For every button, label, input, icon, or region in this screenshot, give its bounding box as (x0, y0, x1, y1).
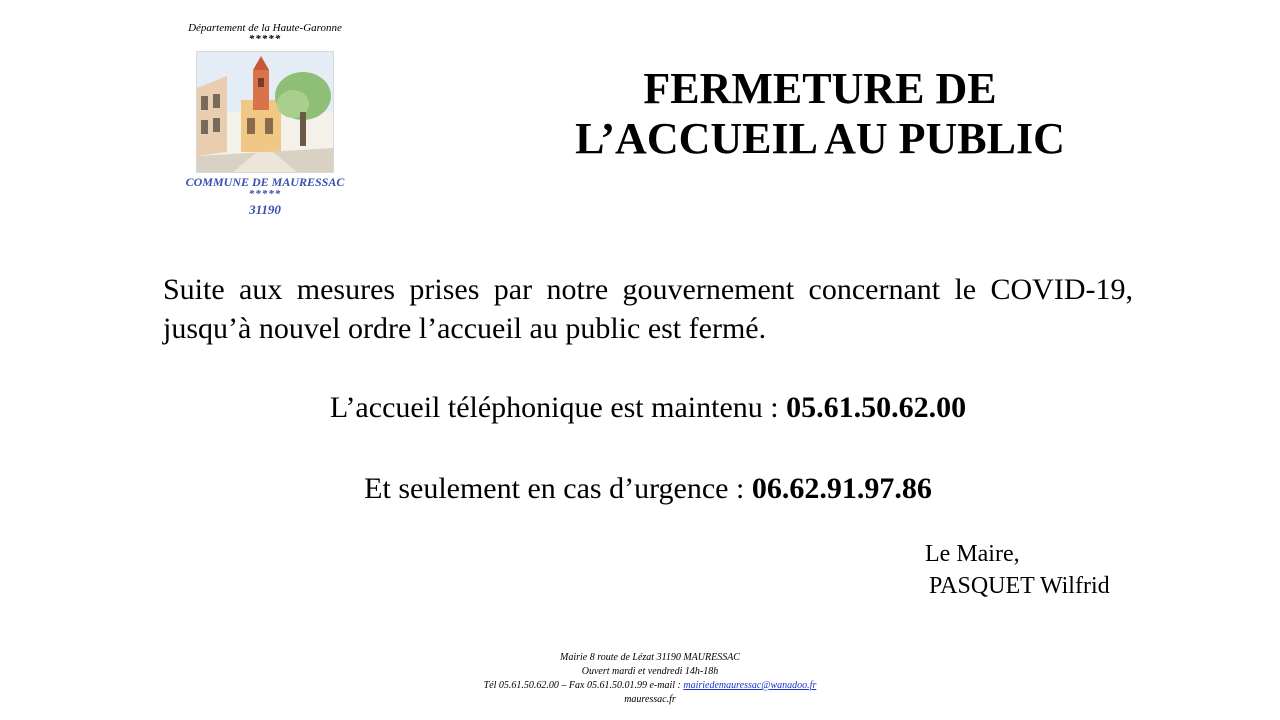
header-stars-top: ***** (248, 33, 282, 45)
signature-block (925, 538, 1110, 602)
urgent-number: 06.62.91.97.86 (751, 472, 932, 505)
urgent-phone-line (163, 471, 1133, 507)
phone-number: 05.61.50.62.00 (786, 391, 967, 424)
commune-name: COMMUNE DE MAURESSAC (185, 175, 345, 189)
title-line-1: FERMETURE DE (643, 64, 997, 113)
title-line-2: L’ACCUEIL AU PUBLIC (575, 114, 1065, 163)
footer-contact (340, 679, 960, 693)
phone-label: L’accueil téléphonique est maintenu : (329, 391, 787, 424)
postcode: 31190 (249, 202, 281, 217)
signature-title: Le Maire, (925, 541, 1020, 567)
footer-address: Mairie 8 route de Lézat 31190 MAURESSAC (560, 652, 740, 663)
closure-notice: Suite aux mesures prises par notre gouvernement concernant le COVID-19, jusqu’à nouvel ordre l’accueil au public est fermé. (163, 273, 1133, 345)
footer-website: mauressac.fr (624, 694, 676, 705)
urgent-label: Et seulement en cas d’urgence : (364, 472, 752, 505)
municipal-header (170, 22, 360, 219)
signature-name: PASQUET Wilfrid (929, 573, 1110, 599)
footer (340, 651, 960, 707)
village-illustration (196, 51, 334, 173)
header-stars-bottom: ***** (248, 188, 282, 200)
page-title (510, 64, 1130, 164)
footer-phone-fax: Tél 05.61.50.62.00 – Fax 05.61.50.01.99 e-mail : (483, 680, 684, 691)
phone-line (163, 390, 1133, 426)
footer-hours: Ouvert mardi et vendredi 14h-18h (581, 666, 719, 677)
footer-email-link[interactable]: mairiedemauressac@wanadoo.fr (683, 680, 817, 691)
department-name: Département de la Haute-Garonne (188, 22, 342, 34)
